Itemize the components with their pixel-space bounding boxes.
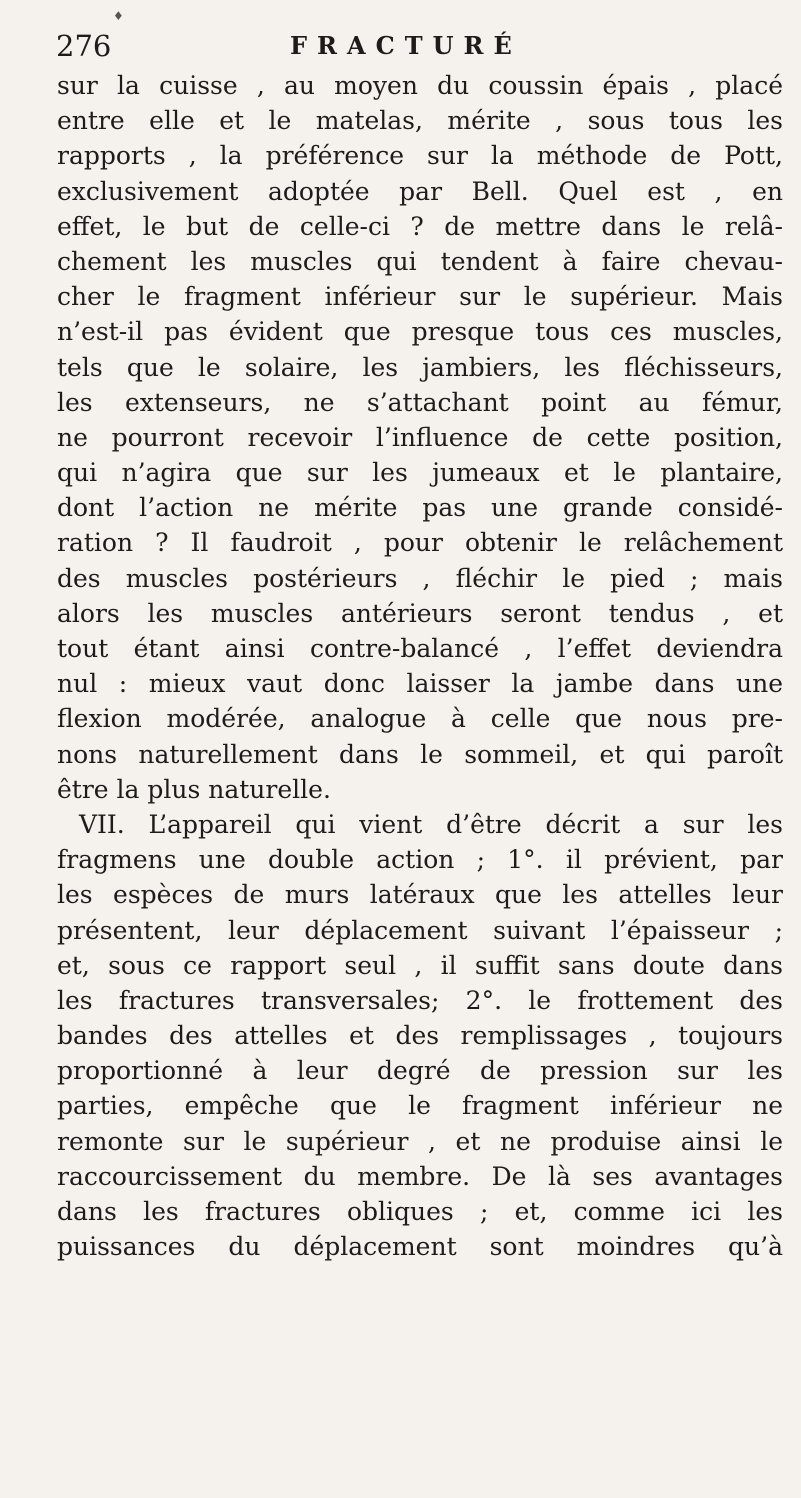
text-line: présentent, leur déplacement suivant l’épaisseur ; <box>57 915 783 945</box>
running-head <box>20 26 770 66</box>
text-line: dans les fractures obliques ; et, comme ici les <box>57 1197 783 1226</box>
text-line: flexion modérée, analogue à celle que nous pre- <box>57 704 783 734</box>
text-line: effet, le but de celle-ci ? de mettre dans le relâ- <box>57 211 783 241</box>
page-number: 276 <box>56 29 112 63</box>
text-line: ne pourront recevoir l’influence de cette position, <box>57 422 783 452</box>
text-line: et, sous ce rapport seul , il suffit sans doute dans <box>57 950 783 980</box>
text-line: puissances du déplacement sont moindres qu’à <box>57 1232 783 1262</box>
text-line: bandes des attelles et des remplissages , toujours <box>57 1021 783 1051</box>
text-line: ration ? Il faudroit , pour obtenir le relâchement <box>57 528 783 558</box>
text-line: tout étant ainsi contre-balancé , l’effet deviendra <box>57 634 783 663</box>
body-text <box>57 68 783 1264</box>
running-title: FRACTURÉ <box>290 31 522 60</box>
text-line: des muscles postérieurs , fléchir le pied ; mais <box>57 563 783 593</box>
text-line: fragmens une double action ; 1°. il prévient, par <box>57 845 783 875</box>
ornament-mark: ♦ <box>113 9 124 23</box>
text-line: nul : mieux vaut donc laisser la jambe dans une <box>57 669 783 699</box>
text-line: cher le fragment inférieur sur le supérieur. Mais <box>57 282 783 312</box>
text-line: parties, empêche que le fragment inférieur ne <box>57 1091 783 1121</box>
text-line: raccourcissement du membre. De là ses avantages <box>57 1161 783 1191</box>
section-start-line: VII. L’appareil qui vient d’être décrit a sur les <box>79 809 783 839</box>
text-line: chement les muscles qui tendent à faire chevau- <box>57 246 783 276</box>
text-line: remonte sur le supérieur , et ne produise ainsi le <box>57 1126 783 1156</box>
text-line: les extenseurs, ne s’attachant point au fémur, <box>57 387 783 417</box>
text-line: qui n’agira que sur les jumeaux et le plantaire, <box>57 458 783 488</box>
text-line: tels que le solaire, les jambiers, les fléchisseurs, <box>57 352 783 382</box>
text-line: nons naturellement dans le sommeil, et qui paroît <box>57 739 783 769</box>
text-line: n’est-il pas évident que presque tous ces muscles, <box>57 317 783 347</box>
text-line: alors les muscles antérieurs seront tendus , et <box>57 598 783 628</box>
text-line: exclusivement adoptée par Bell. Quel est , en <box>57 176 783 206</box>
text-line: sur la cuisse , au moyen du coussin épais , placé <box>57 71 783 100</box>
text-line: dont l’action ne mérite pas une grande considé- <box>57 493 783 523</box>
paragraph-end-line: être la plus naturelle. <box>57 774 331 804</box>
text-line: les espèces de murs latéraux que les attelles leur <box>57 880 783 910</box>
text-line: les fractures transversales; 2°. le frottement des <box>57 985 783 1015</box>
text-line: entre elle et le matelas, mérite , sous tous les <box>57 106 783 136</box>
text-line: rapports , la préférence sur la méthode de Pott, <box>57 141 783 171</box>
text-line: proportionné à leur degré de pression sur les <box>57 1056 783 1086</box>
